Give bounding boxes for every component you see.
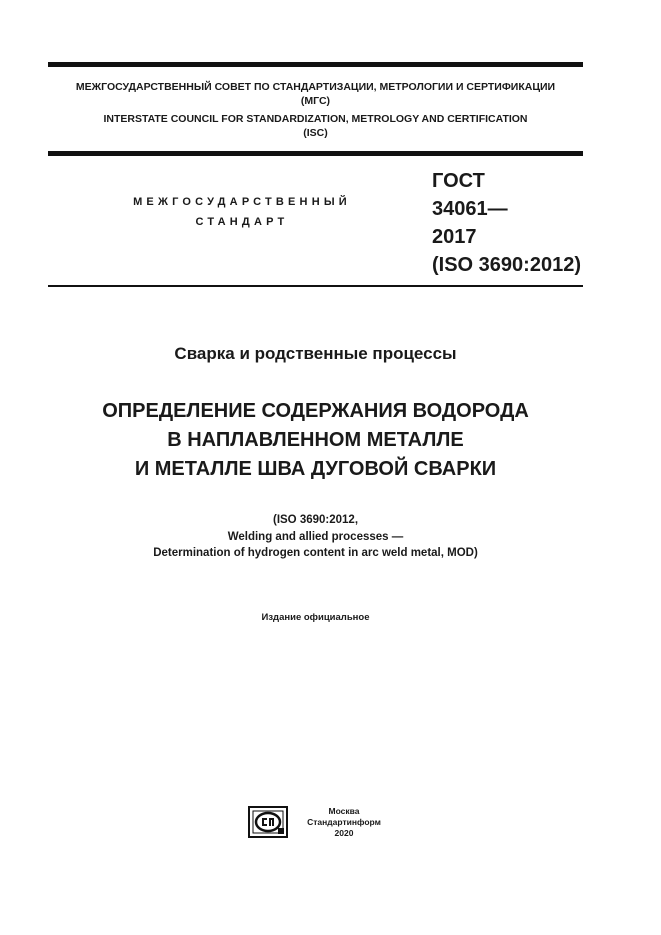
- publisher-year: 2020: [334, 828, 354, 838]
- publisher-name: Стандартинформ: [307, 817, 381, 827]
- standard-number: [432, 167, 581, 279]
- standard-number-line1: ГОСТ: [432, 170, 485, 192]
- document-subtitle: Сварка и родственные процессы: [174, 344, 457, 363]
- top-rule: [48, 62, 583, 67]
- iso-reference-line1: (ISO 3690:2012,: [272, 514, 359, 526]
- publisher-block: [306, 806, 382, 839]
- document-title: [48, 397, 583, 484]
- standard-number-line3: 2017: [432, 226, 477, 248]
- council-en-line1: INTERSTATE COUNCIL FOR STANDARDIZATION, METROLOGY AND CERTIFICATION: [103, 113, 528, 125]
- council-en-abbr: (ISC): [303, 127, 328, 139]
- council-name-ru: [48, 80, 583, 108]
- iso-reference-line2: Welding and allied processes —: [227, 530, 404, 543]
- iso-reference-line3: Determination of hydrogen content in arc weld metal, MOD): [153, 547, 478, 559]
- document-title-line2: В НАПЛАВЛЕННОМ МЕТАЛЛЕ: [167, 429, 464, 451]
- council-name-en: [48, 112, 583, 140]
- standartinform-logo-icon: [248, 806, 288, 838]
- standard-number-line4: (ISO 3690:2012): [432, 254, 581, 276]
- council-divider-rule: [48, 151, 583, 156]
- standard-kind-line2: СТАНДАРТ: [195, 216, 289, 228]
- document-title-line3: И МЕТАЛЛЕ ШВА ДУГОВОЙ СВАРКИ: [134, 458, 497, 480]
- edition-label: Издание официальное: [261, 612, 370, 623]
- document-title-line1: ОПРЕДЕЛЕНИЕ СОДЕРЖАНИЯ ВОДОРОДА: [102, 400, 529, 422]
- standard-kind: [112, 192, 372, 232]
- header-bottom-rule: [48, 285, 583, 287]
- iso-reference: [48, 512, 583, 562]
- standard-kind-line1: МЕЖГОСУДАРСТВЕННЫЙ: [133, 196, 351, 208]
- council-ru-abbr: (МГС): [300, 95, 331, 107]
- publisher-city: Москва: [328, 806, 360, 816]
- standard-number-line2: 34061—: [432, 198, 508, 220]
- council-ru-line1: МЕЖГОСУДАРСТВЕННЫЙ СОВЕТ ПО СТАНДАРТИЗАЦИИ, МЕТРОЛОГИИ И СЕРТИФИКАЦИИ: [75, 81, 556, 93]
